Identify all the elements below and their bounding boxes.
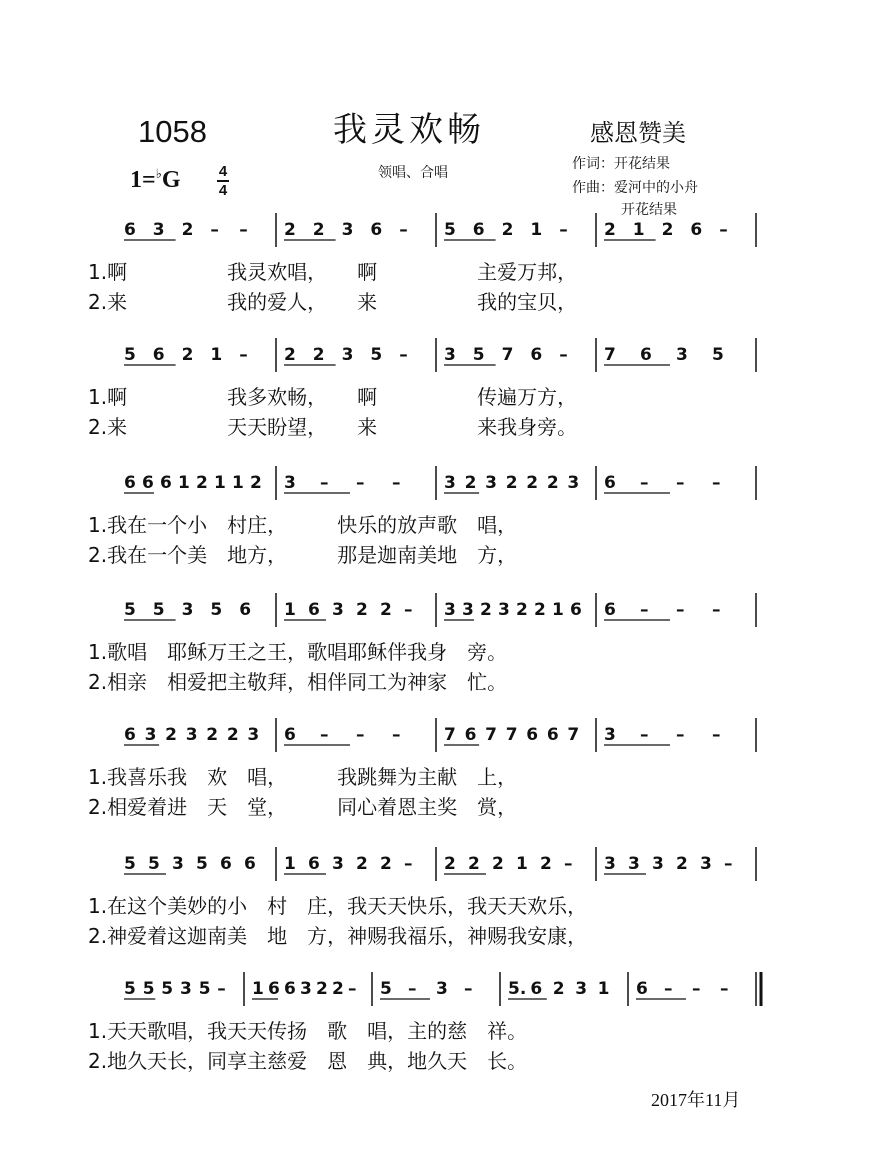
note-symbol: 6 <box>244 854 256 874</box>
note-symbol: 1 <box>210 345 223 365</box>
lyric-verse-1: 1.我喜乐我 欢 唱， 我跳舞为主献 上， <box>88 765 518 789</box>
note-symbol: 1 <box>252 979 264 999</box>
note-symbol: – <box>392 473 401 493</box>
notation-line <box>118 213 758 243</box>
note-symbol: 6 <box>308 854 320 874</box>
time-signature: 4 4 <box>218 163 228 199</box>
lyricist-credit: 作词：开花结果 <box>572 156 670 172</box>
note-symbol: 3 <box>341 220 354 240</box>
note-symbol: – <box>712 600 721 620</box>
note-symbol: 2 <box>444 854 456 874</box>
note-symbol: – <box>239 345 248 365</box>
note-symbol: – <box>712 725 721 745</box>
note-symbol: 6 <box>472 220 485 240</box>
note-symbol: 2 <box>316 979 328 999</box>
note-symbol: 3 <box>485 473 497 493</box>
note-symbol: 7 <box>604 345 616 365</box>
note-symbol: 2 <box>464 473 477 493</box>
note-symbol: 5 <box>161 979 174 999</box>
note-symbol: – <box>720 979 729 999</box>
note-symbol: – <box>320 473 329 493</box>
note-symbol: 3 <box>700 854 712 874</box>
note-symbol: 3 <box>498 600 510 620</box>
note-symbol: 3 <box>604 854 616 874</box>
composer-credit-second: 开花结果 <box>621 202 677 218</box>
note-symbol: 3 <box>185 725 198 745</box>
note-symbol: 6 <box>546 725 559 745</box>
note-symbol: – <box>640 473 649 493</box>
note-symbol: – <box>676 600 685 620</box>
note-symbol: 6 <box>124 220 136 240</box>
note-symbol: – <box>404 600 413 620</box>
lyric-verse-2: 2.我在一个美 地方， 那是迦南美地 方， <box>88 543 518 567</box>
note-symbol: 3 <box>341 345 354 365</box>
note-symbol: 2 <box>356 600 368 620</box>
note-symbol: – <box>692 979 701 999</box>
note-symbol: 3 <box>180 979 192 999</box>
note-symbol: 6 <box>308 600 320 620</box>
note-symbol: 3 <box>575 979 588 999</box>
lyric-verse-2: 2.来 天天盼望， 来 来我身旁。 <box>88 415 578 439</box>
note-symbol: – <box>464 979 473 999</box>
note-symbol: 6 <box>160 473 172 493</box>
note-symbol: 3 <box>332 854 344 874</box>
lyric-verse-2: 2.来 我的爱人， 来 我的宝贝， <box>88 290 578 314</box>
note-symbol: 1 <box>178 473 190 493</box>
note-symbol: 5 <box>148 854 160 874</box>
note-symbol: – <box>640 600 649 620</box>
note-symbol: 2 <box>534 600 546 620</box>
note-symbol: 2 <box>380 854 392 874</box>
note-symbol: 3 <box>628 854 640 874</box>
note-symbol: 3 <box>652 854 664 874</box>
note-symbol: – <box>210 220 219 240</box>
note-symbol: 7 <box>485 725 497 745</box>
note-symbol: 2 <box>165 725 177 745</box>
note-symbol: – <box>392 725 401 745</box>
note-symbol: 3 <box>300 979 312 999</box>
note-symbol: 3 <box>152 220 165 240</box>
note-symbol: 3 <box>604 725 616 745</box>
note-symbol: 5 <box>444 220 456 240</box>
lyric-verse-1: 1.在这个美妙的小 村 庄，我天天快乐，我天天欢乐， <box>88 894 588 918</box>
note-symbol: – <box>404 854 413 874</box>
note-symbol: – <box>320 725 329 745</box>
note-symbol: 6 <box>690 220 703 240</box>
lyric-verse-2: 2.神爱着这迦南美 地 方，神赐我福乐，神赐我安康， <box>88 924 588 948</box>
performance-note: 领唱、合唱 <box>378 165 448 181</box>
note-symbol: 5 <box>370 345 383 365</box>
lyric-verse-1: 1.啊 我灵欢唱， 啊 主爱万邦， <box>88 260 578 284</box>
notation-svg <box>118 593 758 633</box>
note-symbol: 2 <box>546 473 559 493</box>
note-symbol: 6 <box>604 473 616 493</box>
notation-line <box>118 718 758 748</box>
note-symbol: 5 <box>472 345 485 365</box>
note-symbol: 6 <box>640 345 652 365</box>
note-symbol: 2 <box>505 473 518 493</box>
note-symbol: 6 <box>636 979 648 999</box>
note-symbol: – <box>239 220 248 240</box>
note-symbol: 3 <box>444 600 456 620</box>
note-symbol: 3 <box>144 725 157 745</box>
note-symbol: 2 <box>676 854 688 874</box>
note-symbol: 1 <box>530 220 543 240</box>
category-label: 感恩赞美 <box>590 119 686 147</box>
notation-line <box>118 466 758 496</box>
notation-svg <box>118 847 758 887</box>
note-symbol: 2 <box>284 220 296 240</box>
lyric-verse-2: 2.地久天长，同享主慈爱 恩 典，地久天 长。 <box>88 1049 528 1073</box>
note-symbol: – <box>217 979 226 999</box>
note-symbol: – <box>712 473 721 493</box>
note-symbol: – <box>676 725 685 745</box>
note-symbol: 2 <box>501 220 514 240</box>
notation-line <box>118 847 758 877</box>
note-symbol: – <box>719 220 728 240</box>
note-symbol: 2 <box>312 220 325 240</box>
note-symbol: 3 <box>444 345 456 365</box>
note-symbol: – <box>564 854 573 874</box>
note-symbol: 2 <box>526 473 539 493</box>
note-symbol: – <box>664 979 673 999</box>
note-symbol: 3 <box>247 725 260 745</box>
note-symbol: – <box>559 220 568 240</box>
notation-line <box>118 972 758 1002</box>
note-symbol: 2 <box>206 725 219 745</box>
note-symbol: 2 <box>516 600 528 620</box>
note-symbol: 2 <box>480 600 492 620</box>
note-symbol: – <box>356 725 365 745</box>
note-symbol: 6 <box>530 979 543 999</box>
note-symbol: 3 <box>567 473 580 493</box>
note-symbol: 2 <box>492 854 504 874</box>
note-symbol: 5. <box>508 979 527 999</box>
note-symbol: 5 <box>124 979 136 999</box>
note-symbol: – <box>408 979 417 999</box>
note-symbol: 1 <box>284 600 296 620</box>
lyric-verse-2: 2.相亲 相爱把主敬拜，相伴同工为神家 忙。 <box>88 670 508 694</box>
key-signature: 1=♭G <box>130 166 181 193</box>
note-symbol: 6 <box>220 854 232 874</box>
note-symbol: 1 <box>552 600 564 620</box>
note-symbol: 2 <box>181 220 194 240</box>
note-symbol: 6 <box>124 725 136 745</box>
note-symbol: 2 <box>356 854 368 874</box>
notation-line <box>118 338 758 368</box>
note-symbol: – <box>348 979 357 999</box>
note-symbol: 3 <box>284 473 296 493</box>
note-symbol: 2 <box>284 345 296 365</box>
notation-line <box>118 593 758 623</box>
note-symbol: 3 <box>462 600 474 620</box>
lyric-verse-1: 1.天天歌唱，我天天传扬 歌 唱，主的慈 祥。 <box>88 1019 528 1043</box>
hymn-number: 1058 <box>138 114 207 149</box>
note-symbol: 2 <box>250 473 262 493</box>
note-symbol: 7 <box>505 725 518 745</box>
note-symbol: 2 <box>226 725 239 745</box>
note-symbol: 6 <box>152 345 165 365</box>
note-symbol: 7 <box>444 725 456 745</box>
note-symbol: – <box>559 345 568 365</box>
note-symbol: 1 <box>516 854 528 874</box>
notation-svg <box>118 338 758 378</box>
song-title: 我灵欢畅 <box>333 110 485 150</box>
note-symbol: 6 <box>284 725 296 745</box>
note-symbol: 6 <box>370 220 383 240</box>
note-symbol: 5 <box>712 345 724 365</box>
note-symbol: 6 <box>284 979 296 999</box>
note-symbol: 5 <box>198 979 211 999</box>
note-symbol: 6 <box>464 725 477 745</box>
note-symbol: 2 <box>181 345 194 365</box>
note-symbol: 5 <box>196 854 208 874</box>
note-symbol: 6 <box>124 473 136 493</box>
lyric-verse-1: 1.啊 我多欢畅， 啊 传遍万方， <box>88 385 578 409</box>
note-symbol: 5 <box>152 600 165 620</box>
note-symbol: 7 <box>567 725 580 745</box>
note-symbol: 7 <box>501 345 514 365</box>
note-symbol: 2 <box>604 220 616 240</box>
note-symbol: 6 <box>604 600 616 620</box>
note-symbol: 6 <box>530 345 543 365</box>
note-symbol: 2 <box>332 979 344 999</box>
lyric-verse-1: 1.歌唱 耶稣万王之王，歌唱耶稣伴我身 旁。 <box>88 640 508 664</box>
composer-credit: 作曲：爱河中的小舟 <box>572 180 698 196</box>
note-symbol: 6 <box>239 600 252 620</box>
note-symbol: 6 <box>570 600 582 620</box>
note-symbol: – <box>724 854 733 874</box>
note-symbol: 1 <box>232 473 244 493</box>
note-symbol: 3 <box>436 979 448 999</box>
note-symbol: 1 <box>597 979 610 999</box>
note-symbol: – <box>640 725 649 745</box>
note-symbol: 3 <box>172 854 184 874</box>
note-symbol: 3 <box>444 473 456 493</box>
notation-svg <box>118 972 758 1012</box>
note-symbol: 5 <box>210 600 223 620</box>
note-symbol: 3 <box>181 600 194 620</box>
note-symbol: 2 <box>468 854 480 874</box>
lyric-verse-2: 2.相爱着进 天 堂， 同心着恩主奖 赏， <box>88 795 518 819</box>
note-symbol: 6 <box>142 473 154 493</box>
note-symbol: 2 <box>661 220 674 240</box>
note-symbol: 2 <box>540 854 552 874</box>
date-label: 2017年11月 <box>651 1090 741 1110</box>
note-symbol: – <box>356 473 365 493</box>
note-symbol: 3 <box>332 600 344 620</box>
note-symbol: 1 <box>632 220 645 240</box>
note-symbol: 2 <box>552 979 565 999</box>
note-symbol: 5 <box>124 345 136 365</box>
note-symbol: 5 <box>124 854 136 874</box>
note-symbol: 6 <box>268 979 280 999</box>
note-symbol: – <box>399 220 408 240</box>
note-symbol: 5 <box>380 979 392 999</box>
note-symbol: 5 <box>142 979 155 999</box>
note-symbol: 1 <box>214 473 226 493</box>
notation-svg <box>118 466 758 506</box>
notation-svg <box>118 718 758 758</box>
note-symbol: 1 <box>284 854 296 874</box>
notation-svg <box>118 213 758 253</box>
note-symbol: 2 <box>312 345 325 365</box>
lyric-verse-1: 1.我在一个小 村庄， 快乐的放声歌 唱， <box>88 513 518 537</box>
note-symbol: 2 <box>196 473 208 493</box>
note-symbol: 6 <box>526 725 539 745</box>
note-symbol: – <box>399 345 408 365</box>
note-symbol: 5 <box>124 600 136 620</box>
note-symbol: 2 <box>380 600 392 620</box>
note-symbol: – <box>676 473 685 493</box>
note-symbol: 3 <box>676 345 688 365</box>
